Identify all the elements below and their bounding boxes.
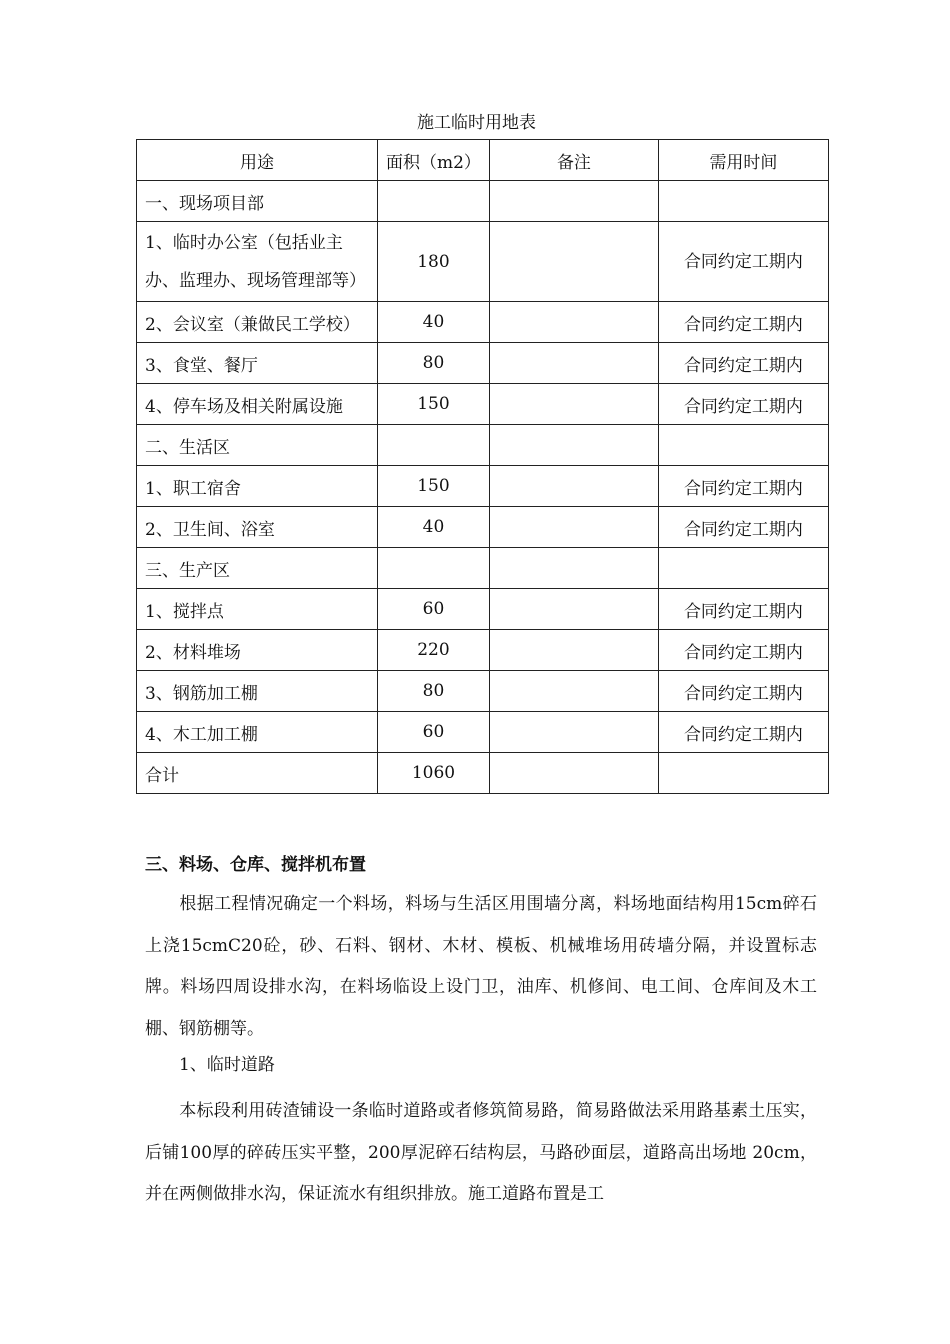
cell-time: 合同约定工期内 [658, 222, 828, 302]
table-row [137, 181, 829, 222]
temporary-land-table [136, 139, 829, 794]
cell-use: 二、生活区 [137, 425, 378, 466]
cell-time [658, 548, 828, 589]
table-row [137, 425, 829, 466]
cell-area: 150 [378, 384, 490, 425]
cell-area [378, 548, 490, 589]
cell-note [489, 302, 658, 343]
header-use: 用途 [137, 140, 378, 181]
cell-note [489, 753, 658, 794]
cell-use: 3、钢筋加工棚 [137, 671, 378, 712]
table-row [137, 630, 829, 671]
cell-note [489, 712, 658, 753]
cell-use: 1、临时办公室（包括业主办、监理办、现场管理部等） [137, 222, 378, 302]
cell-note [489, 589, 658, 630]
cell-use: 4、停车场及相关附属设施 [137, 384, 378, 425]
paragraph-temporary-road [145, 1091, 817, 1216]
table-row [137, 343, 829, 384]
cell-area: 80 [378, 343, 490, 384]
cell-time: 合同约定工期内 [658, 589, 828, 630]
cell-time: 合同约定工期内 [658, 712, 828, 753]
cell-area: 60 [378, 712, 490, 753]
cell-note [489, 222, 658, 302]
table-row [137, 466, 829, 507]
cell-note [489, 630, 658, 671]
table-header-row [137, 140, 829, 181]
table-row [137, 712, 829, 753]
cell-area: 60 [378, 589, 490, 630]
paragraph-material-yard [145, 884, 817, 1050]
cell-use: 1、职工宿舍 [137, 466, 378, 507]
cell-area: 40 [378, 302, 490, 343]
cell-time: 合同约定工期内 [658, 384, 828, 425]
cell-area: 220 [378, 630, 490, 671]
cell-note [489, 384, 658, 425]
cell-area: 1060 [378, 753, 490, 794]
cell-use: 2、会议室（兼做民工学校） [137, 302, 378, 343]
cell-time: 合同约定工期内 [658, 302, 828, 343]
cell-time: 合同约定工期内 [658, 507, 828, 548]
cell-area [378, 425, 490, 466]
cell-time: 合同约定工期内 [658, 466, 828, 507]
cell-area: 40 [378, 507, 490, 548]
table-row [137, 548, 829, 589]
cell-note [489, 343, 658, 384]
header-time: 需用时间 [658, 140, 828, 181]
cell-time [658, 753, 828, 794]
table-row [137, 302, 829, 343]
cell-note [489, 425, 658, 466]
header-note: 备注 [489, 140, 658, 181]
cell-area: 150 [378, 466, 490, 507]
cell-note [489, 181, 658, 222]
table-row [137, 589, 829, 630]
cell-time: 合同约定工期内 [658, 671, 828, 712]
cell-note [489, 548, 658, 589]
table-row [137, 384, 829, 425]
section-heading: 三、料场、仓库、搅拌机布置 [145, 855, 366, 875]
table-title: 施工临时用地表 [417, 113, 536, 133]
paragraph-text: 根据工程情况确定一个料场，料场与生活区用围墙分离，料场地面结构用15cm碎石上浇15cmC20砼，砂、石料、钢材、木材、模板、机械堆场用砖墙分隔，并设置标志牌。料场四周设排水沟，在料场临设上设门卫，油库、机修间、电工间、仓库间及木工棚、钢筋棚等。 [145, 894, 817, 1039]
cell-use: 一、现场项目部 [137, 181, 378, 222]
cell-area [378, 181, 490, 222]
cell-use: 3、食堂、餐厅 [137, 343, 378, 384]
cell-area: 80 [378, 671, 490, 712]
cell-note [489, 466, 658, 507]
cell-area: 180 [378, 222, 490, 302]
cell-note [489, 671, 658, 712]
cell-time [658, 181, 828, 222]
cell-time: 合同约定工期内 [658, 343, 828, 384]
table-row [137, 671, 829, 712]
table-row [137, 507, 829, 548]
cell-use: 4、木工加工棚 [137, 712, 378, 753]
cell-use: 2、材料堆场 [137, 630, 378, 671]
cell-time [658, 425, 828, 466]
cell-use: 三、生产区 [137, 548, 378, 589]
table-row [137, 222, 829, 302]
cell-use: 2、卫生间、浴室 [137, 507, 378, 548]
cell-use: 1、搅拌点 [137, 589, 378, 630]
cell-note [489, 507, 658, 548]
cell-time: 合同约定工期内 [658, 630, 828, 671]
cell-use: 合计 [137, 753, 378, 794]
header-area: 面积（m2） [378, 140, 490, 181]
paragraph-text: 本标段利用砖渣铺设一条临时道路或者修筑简易路，简易路做法采用路基素土压实，后铺100厚的碎砖压实平整，200厚泥碎石结构层，马路砂面层，道路高出场地 20cm，并在两侧做排水沟，保证流水有组织排放。施工道路布置是工 [145, 1101, 817, 1204]
sub-heading-temporary-road: 1、临时道路 [179, 1055, 275, 1075]
table-row [137, 753, 829, 794]
